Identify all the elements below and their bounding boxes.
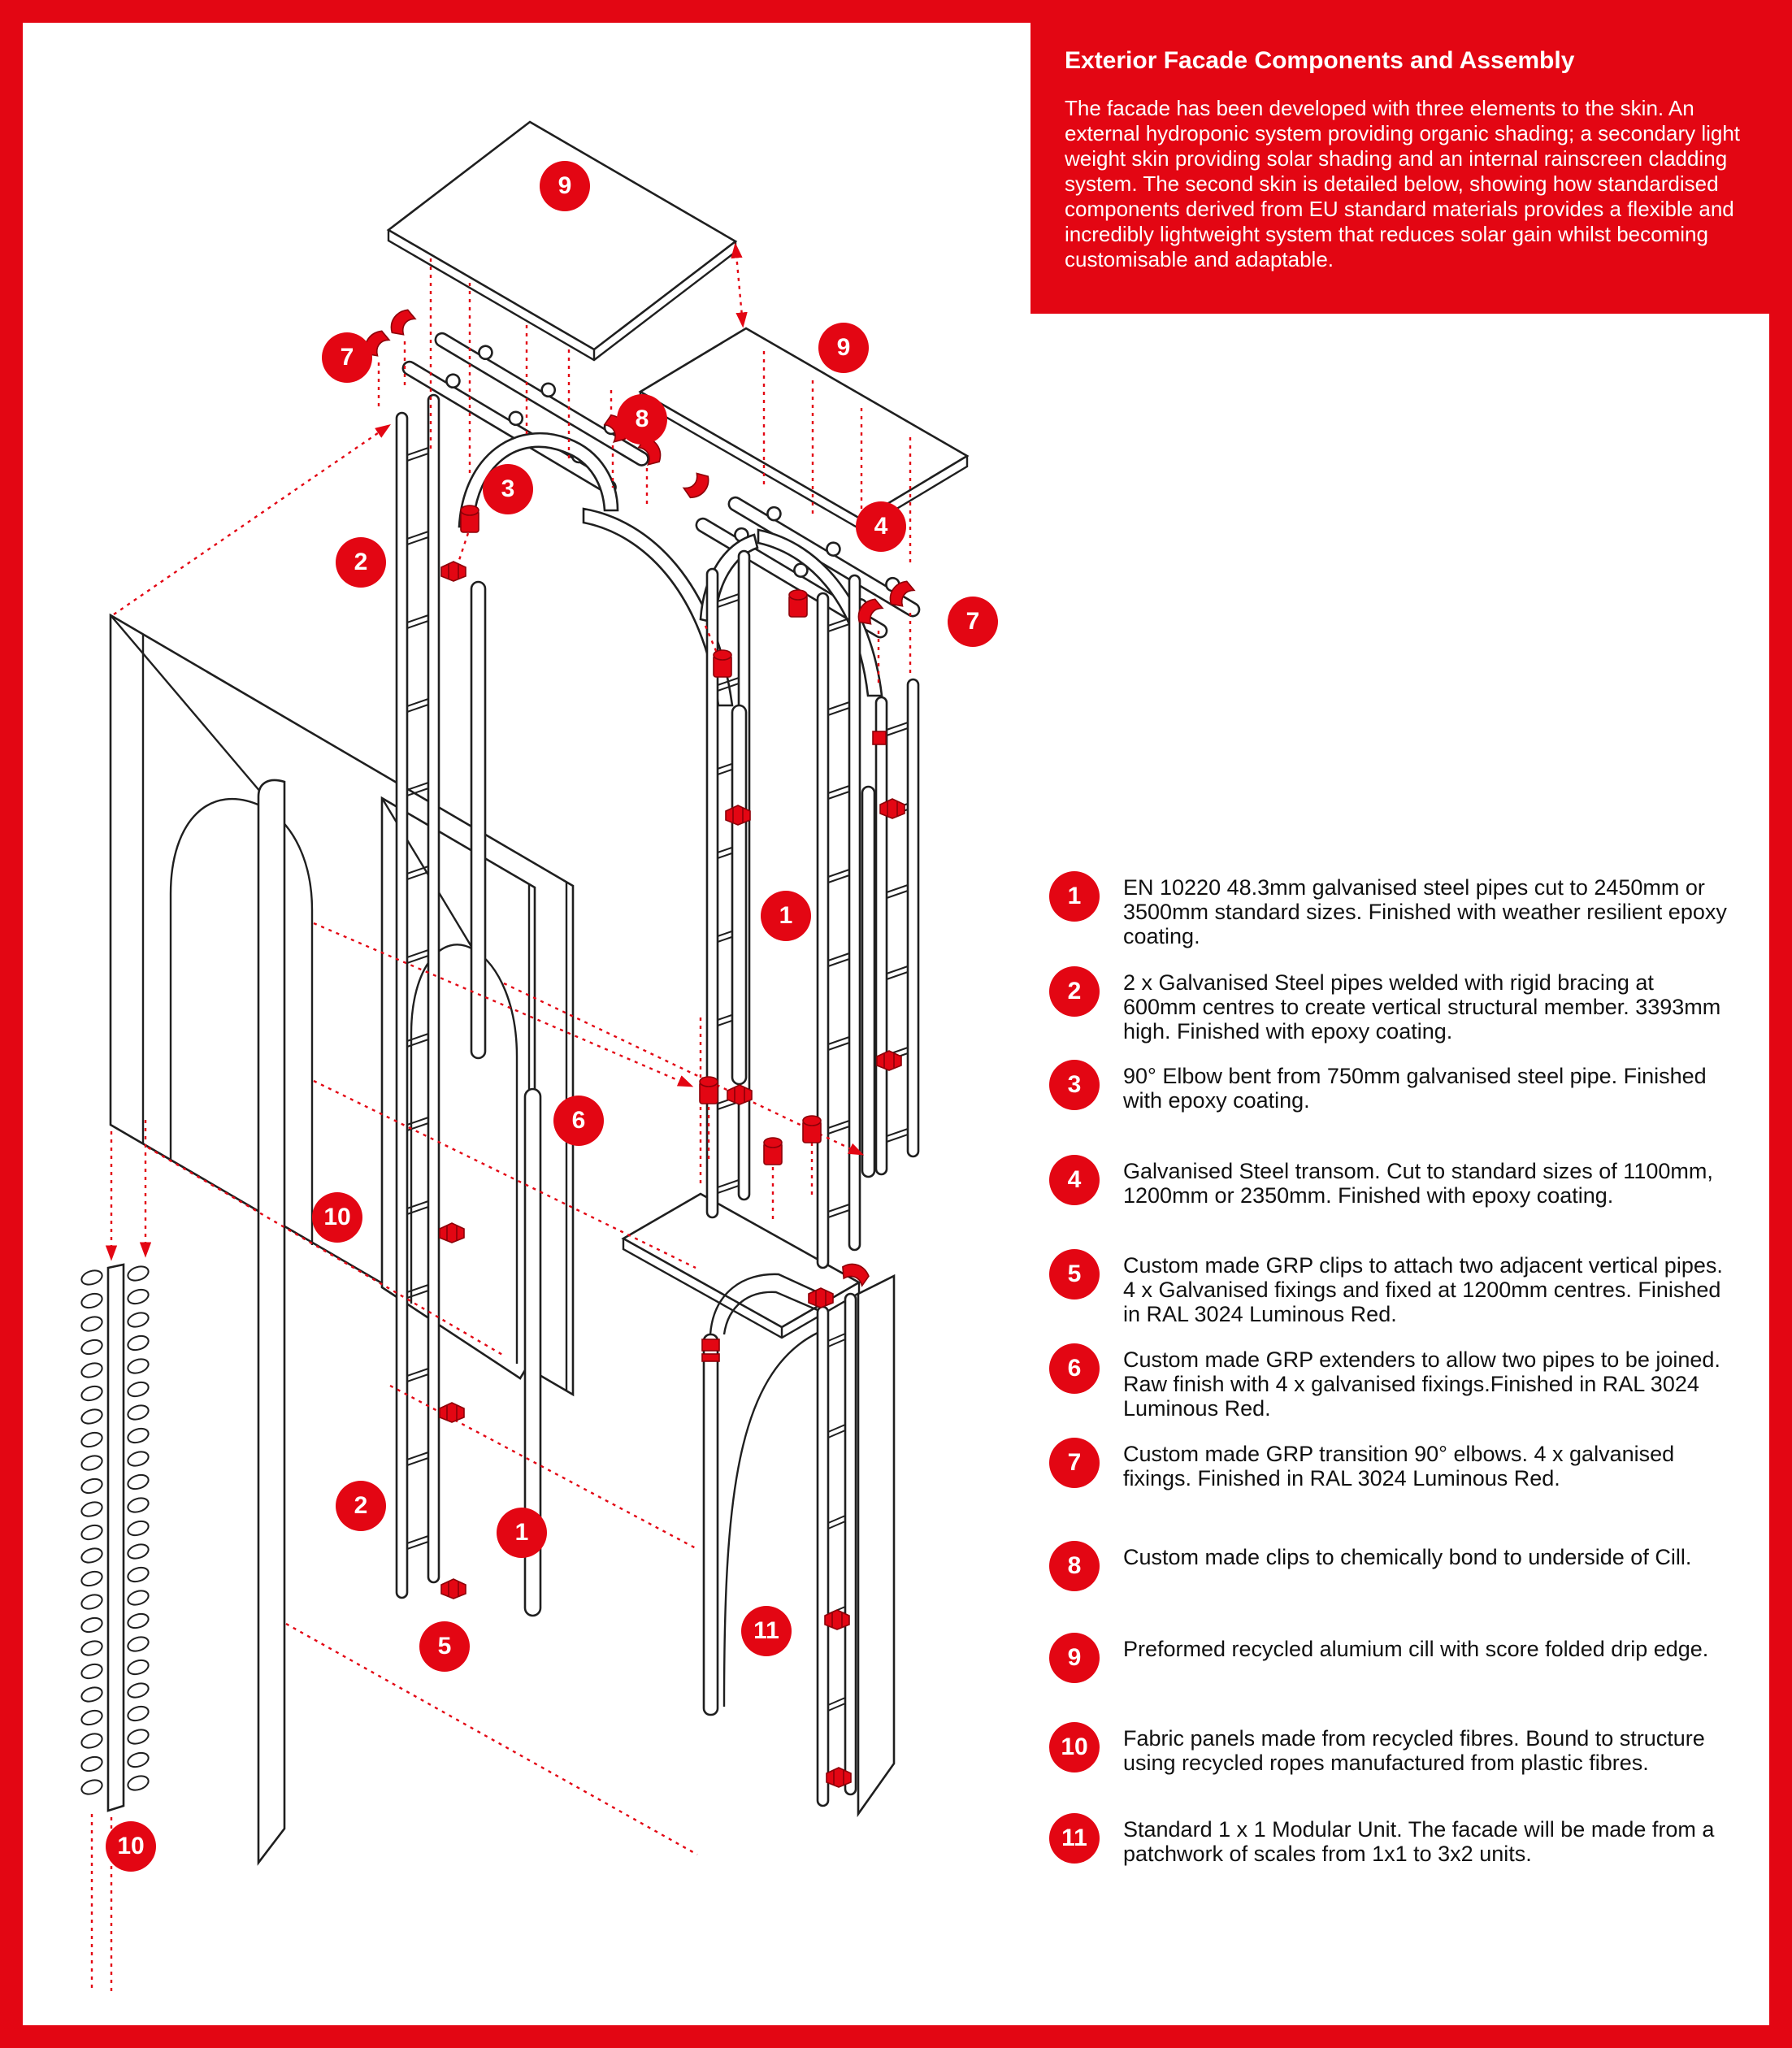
legend-item-number: 3 [1049,1060,1100,1110]
intro-paragraph: The facade has been developed with three elements to the skin. An external hydroponic system providing organic shading; a secondary light weight skin providing solar shading and an internal rainscreen cladding system. The second skin is detailed below, showing how standardised components derived from EU standard materials provides a flexible and incredibly lightweight system that reduces solar gain whilst becoming customisable and adaptable. [1065,96,1741,271]
page-title: Exterior Facade Components and Assembly [1065,47,1575,74]
drawing-callout-11: 11 [741,1606,792,1656]
drawing-callout-6: 6 [553,1096,604,1146]
drawing-callout-9: 9 [540,161,590,211]
drawing-callout-4: 4 [856,501,906,552]
drawing-callout-1: 1 [497,1508,547,1558]
frame-top [0,0,1792,23]
legend-item-text: Preformed recycled alumium cill with score folded drip edge. [1123,1637,1709,1661]
legend-item-number: 1 [1049,871,1100,922]
drawing-callout-2: 2 [336,537,386,588]
title-block [1031,23,1769,314]
cill-plate-left [388,122,735,360]
drawing-callout-7: 7 [948,597,998,647]
legend-item-text: EN 10220 48.3mm galvanised steel pipes cut to 2450mm or 3500mm standard sizes. Finished with weather resilient epoxy coating. [1123,875,1727,948]
legend-item-number: 6 [1049,1343,1100,1394]
legend-item-number: 9 [1049,1633,1100,1683]
legend-item-text: Galvanised Steel transom. Cut to standard sizes of 1100mm, 1200mm or 2350mm. Finished with epoxy coating. [1123,1159,1713,1208]
legend-item-number: 7 [1049,1438,1100,1488]
legend-item-text: 2 x Galvanised Steel pipes welded with rigid bracing at 600mm centres to create vertical structural member. 3393mm high. Finished with epoxy coating. [1123,970,1721,1044]
drawing-callout-8: 8 [617,394,667,445]
legend-item-number: 8 [1049,1541,1100,1591]
drawing-callout-2: 2 [336,1481,386,1531]
legend-item-text: Custom made GRP extenders to allow two pipes to be joined. Raw finish with 4 x galvanised fixings.Finished in RAL 3024 Luminous Red. [1123,1347,1720,1421]
legend-item-text: Custom made GRP transition 90° elbows. 4 x galvanised fixings. Finished in RAL 3024 Luminous Red. [1123,1442,1675,1490]
legend-item-text: Fabric panels made from recycled fibres. Bound to structure using recycled ropes manufactured from plastic fibres. [1123,1726,1705,1775]
cill-plate-right [640,328,967,530]
drawing-callout-7: 7 [322,332,372,383]
drawing-callout-10: 10 [106,1821,156,1872]
rope-bound-panel-edge [80,1264,150,1811]
legend-item-number: 5 [1049,1249,1100,1300]
single-steel-pipes [471,582,874,1616]
legend-item-number: 2 [1049,966,1100,1017]
fabric-strip [258,780,284,1863]
legend-item-text: Custom made GRP clips to attach two adjacent vertical pipes. 4 x Galvanised fixings and fixed at 1200mm centres. Finished in RAL 3024 Luminous Red. [1123,1253,1723,1326]
drawing-callout-5: 5 [419,1621,470,1672]
frame-bottom [0,2025,1792,2048]
legend-item-number: 11 [1049,1813,1100,1864]
legend-item-number: 10 [1049,1722,1100,1772]
legend-item-text: 90° Elbow bent from 750mm galvanised steel pipe. Finished with epoxy coating. [1123,1064,1707,1113]
frame-right [1769,0,1792,2048]
drawing-callout-9: 9 [818,323,869,373]
frame-left [0,0,23,2048]
legend-item-text: Custom made clips to chemically bond to underside of Cill. [1123,1545,1692,1569]
drawing-callout-3: 3 [483,464,533,514]
legend-item-number: 4 [1049,1155,1100,1205]
drawing-callout-1: 1 [761,891,811,941]
legend-item-text: Standard 1 x 1 Modular Unit. The facade will be made from a patchwork of scales from 1x1 to 3x2 units. [1123,1817,1715,1866]
drawing-callout-10: 10 [312,1192,362,1243]
